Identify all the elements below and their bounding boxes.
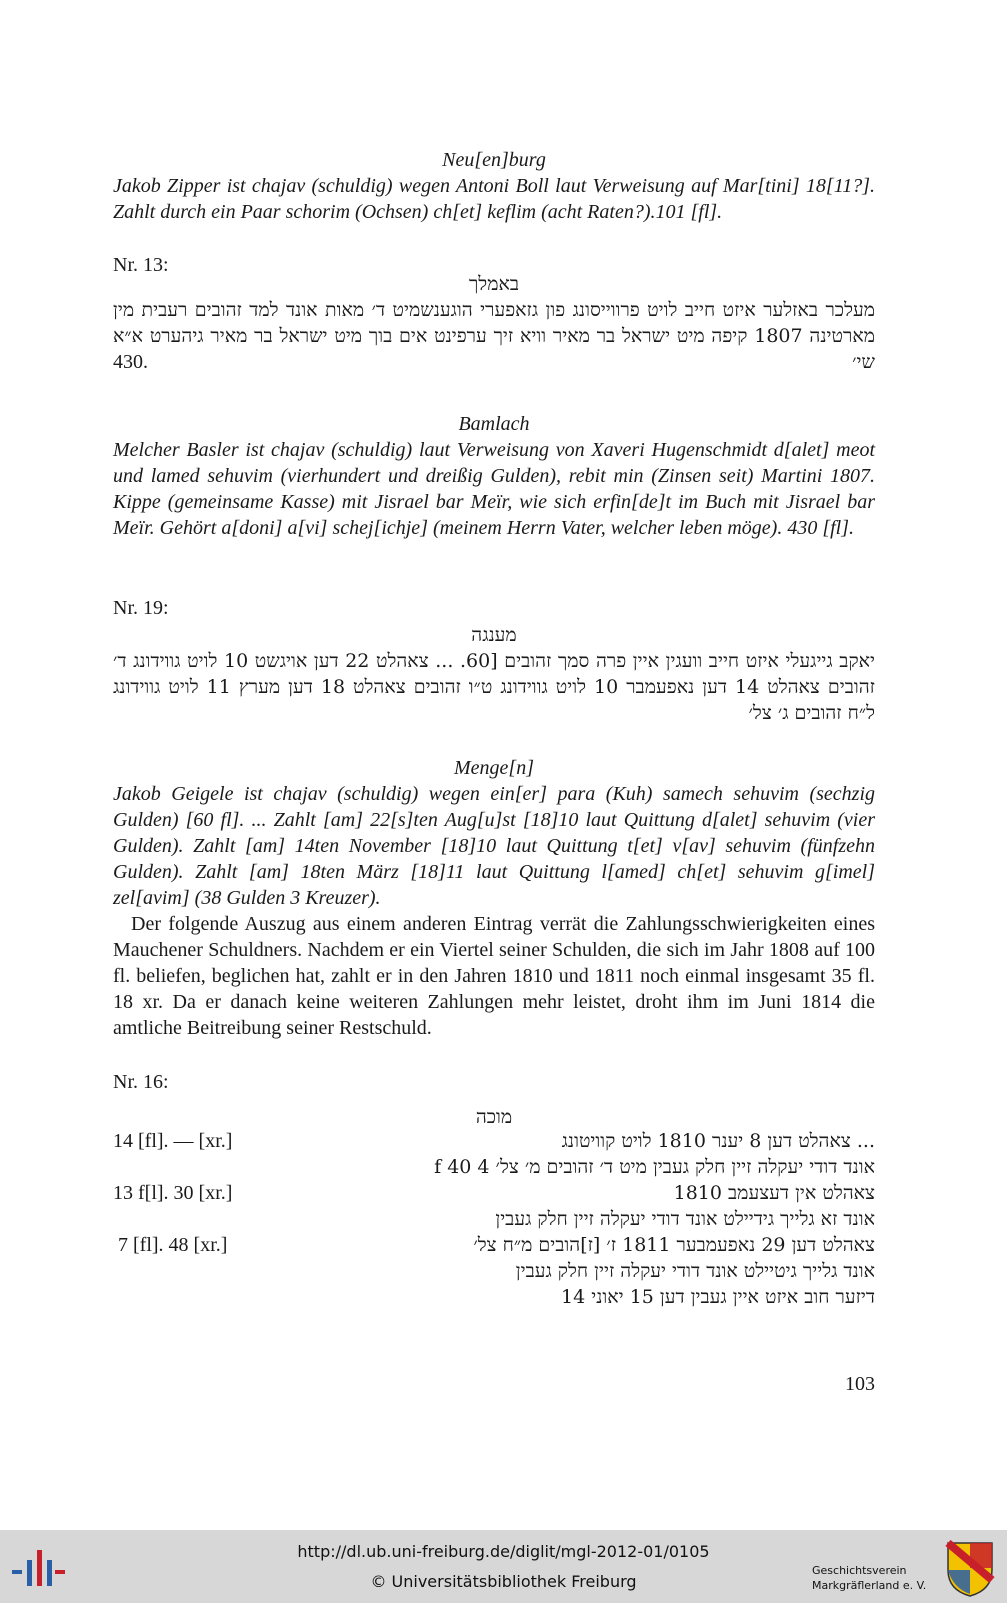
- coat-of-arms-icon: [945, 1540, 995, 1598]
- ledger-line: אונד זא גלייך גידיילט אונד דודי יעקלה זיין חלק געבין: [495, 1208, 875, 1230]
- ledger-line: צאהלט דען 29 נאפעמבער 1811 ז׳ [ז]הובים מ״ח צל׳: [473, 1234, 875, 1256]
- ledger-amount: 7 [fl]. 48 [xr.]: [113, 1234, 228, 1256]
- ledger-line: ... צאהלט דען 8 יענר 1810 לויט קוויטונג: [561, 1130, 875, 1152]
- hebrew-heading-nr13: באמלך: [468, 273, 520, 295]
- entry-mengen: Jakob Geigele ist chajav (schuldig) wegen ein[er] para (Kuh) samech sehuvim (sechzig Gulden) [60 fl]. ... Zahlt [am] 22[s]ten Aug[u]st [18]10 laut Quittung d[alet] sehuvim (vier Gulden). Zahlt [am] 14ten November [18]10 laut Quittung t[et] v[av] sehuvim (fünfzehn Gulden). Zahlt [am] 18ten März [18]11 laut Quittung l[amed] ch[et] sehuvim g[imel] zel[avim] (38 Gulden 3 Kreuzer).: [113, 783, 875, 909]
- society-name: [812, 1563, 926, 1593]
- section-heading-neuenburg: Neu[en]burg: [442, 149, 546, 171]
- footer-bar: [0, 1530, 1007, 1603]
- ledger-line: צאהלט אין דעצעמב 1810: [673, 1182, 875, 1204]
- ledger-line: אונד גלייך גיטיילט אונד דודי יעקלה זיין חלק געבין: [515, 1260, 875, 1282]
- amount-nr13: 430.: [113, 351, 148, 373]
- entry-label-nr19: Nr. 19:: [113, 597, 169, 619]
- hebrew-heading-nr19: מענגה: [471, 624, 517, 646]
- hebrew-entry-nr19: יאקב גייגעלי איזט חייב וועגין איין פרה סמך זהובים [60. ... צאהלט 22 דען אויגשט 10 לויט גווידונג ד׳ זהובים צאהלט 14 דען נאפעמבר 10 לויט גווידונג ט״ו זהובים צאהלט 18 דען מערץ 11 לויט גווידונג ל״ח זהובים ג׳ צל׳: [113, 650, 875, 724]
- hebrew-entry-nr13: מעלכר באזלער איזט חייב לויט פרווייסונג פון גזאפערי הוגענשמיט ד׳ מאות אונד למד זהובים רעבית מין מארטינה 1807 קיפה מיט ישראל בר מאיר וויא זיך ערפינט אים בוך מיט ישראל בר מאיר גיהערט א״א שי׳: [113, 299, 875, 373]
- footer-url-link[interactable]: http://dl.ub.uni-freiburg.de/diglit/mgl-2012-01/0105: [297, 1542, 710, 1561]
- ledger-line: דיזער חוב איזט איין געבין דען 15 יאוני 14: [561, 1286, 875, 1308]
- entry-neuenburg: Jakob Zipper ist chajav (schuldig) wegen Antoni Boll laut Verweisung auf Mar[tini] 18[11?]. Zahlt durch ein Paar schorim (Ochsen) ch[et] keflim (acht Raten?).101 [fl].: [113, 175, 875, 223]
- ledger-line: אונד דודי יעקלה זיין חלק געבין מיט ד׳ זהובים מ׳ צל׳ 4 f 40: [434, 1156, 875, 1178]
- hebrew-heading-nr16: מוכה: [475, 1106, 513, 1128]
- entry-bamlach: Melcher Basler ist chajav (schuldig) laut Verweisung von Xaveri Hugenschmidt d[alet] meot und lamed sehuvim (vierhundert und dreißig Gulden), rebit min (Zinsen seit) Martini 1807. Kippe (gemeinsame Kasse) mit Jisrael bar Meïr, wie sich erfin[de]t im Buch mit Jisrael bar Meïr. Gehört a[doni] a[vi] schej[ichje] (meinem Herrn Vater, welcher leben möge). 430 [fl].: [113, 439, 875, 539]
- section-heading-mengen: Menge[n]: [454, 757, 534, 779]
- section-heading-bamlach: Bamlach: [458, 413, 530, 435]
- society-name-line1: Geschichtsverein: [812, 1564, 907, 1577]
- society-name-line2: Markgräflerland e. V.: [812, 1579, 927, 1592]
- footer-copyright: © Universitätsbibliothek Freiburg: [370, 1572, 637, 1591]
- ledger-amount: 13 f[l]. 30 [xr.]: [113, 1182, 233, 1204]
- ledger-amount: 14 [fl]. — [xr.]: [113, 1130, 233, 1152]
- entry-label-nr16: Nr. 16:: [113, 1071, 169, 1093]
- page-number: 103: [845, 1373, 875, 1395]
- entry-label-nr13: Nr. 13:: [113, 254, 169, 276]
- hebrew-ledger-nr16: [113, 1128, 875, 1338]
- body-paragraph: Der folgende Auszug aus einem anderen Eintrag verrät die Zahlungsschwierigkeiten eines Mauchener Schuldners. Nachdem er ein Viertel seiner Schulden, die sich im Jahr 1808 auf 100 fl. beliefen, beglichen hat, zahlt er in den Jahren 1810 und 1811 noch einmal insgesamt 35 fl. 18 xr. Da er danach keine weiteren Zahlungen mehr leistet, droht ihm im Juni 1814 die amtliche Beitreibung seiner Restschuld.: [113, 913, 875, 1039]
